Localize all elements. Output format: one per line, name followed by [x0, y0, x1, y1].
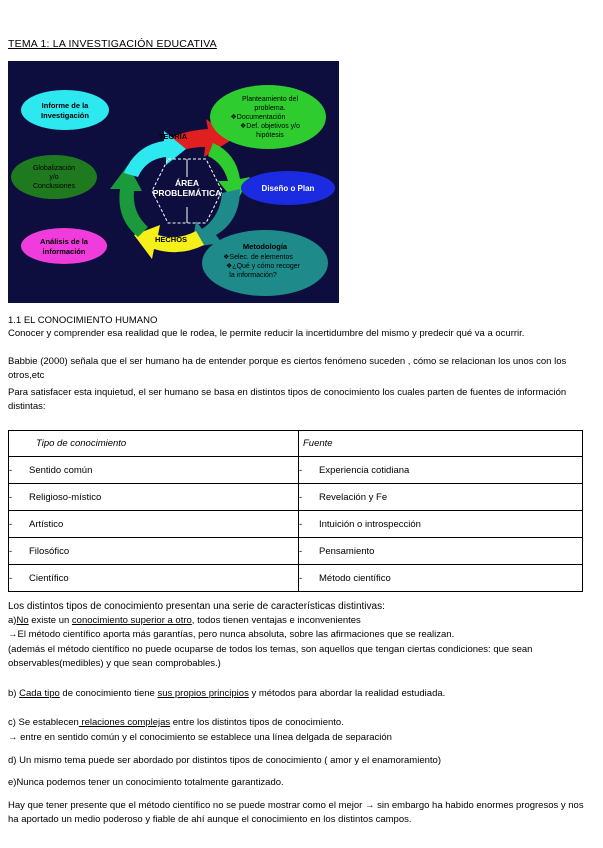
table-row	[9, 484, 583, 511]
node-informe	[21, 90, 109, 130]
node-metod-line2: ❖Selec. de elementos	[223, 254, 293, 261]
table-header-row	[9, 431, 583, 457]
node-metod-line1: Metodología	[242, 242, 288, 251]
tipo-cell: Artístico	[29, 518, 64, 530]
item-a-detail: (además el método científico no puede ocuparse de todos los temas, son aquellos que tengan ciertas condiciones: que sean observables(medibles) y que sean comprobables.)	[8, 644, 533, 669]
node-plant-line2: problema.	[254, 105, 286, 112]
node-analisis	[21, 228, 107, 264]
header-fuente: Fuente	[299, 431, 583, 457]
closing-paragraph: Hay que tener presente que el método científico no se puede mostrar como el mejor → sin embargo ha habido enormes progresos y nos ha aportado un medio poderoso y fiable de ahí aunque el conocimiento en los distintos campos.	[8, 800, 584, 825]
bullet: -	[299, 491, 303, 503]
page-title: TEMA 1: LA INVESTIGACIÓN EDUCATIVA	[8, 38, 217, 50]
table-row	[9, 457, 583, 484]
bullet: -	[9, 464, 13, 476]
tipo-cell: Religioso-místico	[29, 491, 102, 503]
bullet: -	[299, 464, 303, 476]
node-plant-line4: ❖Def. objetivos y/o	[240, 123, 300, 130]
item-e: e)Nunca podemos tener un conocimiento totalmente garantizado.	[8, 777, 284, 788]
node-metod-line4: la información?	[229, 272, 277, 279]
item-c-note: → entre en sentido común y el conocimiento se establece una línea delgada de separación	[8, 732, 392, 743]
node-plant-line1: Planteamiento del	[241, 96, 299, 103]
bullet: -	[299, 518, 303, 530]
center-label-2: PROBLEMÁTICA	[152, 188, 222, 198]
bullet: -	[9, 491, 13, 503]
hechos-label: HECHOS	[154, 235, 188, 244]
center-label-1: ÁREA	[174, 178, 200, 188]
node-metod-line3: ❖¿Qué y cómo recoger	[226, 263, 300, 270]
table-row	[9, 511, 583, 538]
node-analisis-line1: Análisis de la	[40, 237, 88, 246]
node-informe-line2: Investigación	[41, 111, 89, 120]
research-cycle-diagram	[8, 61, 339, 303]
fuente-cell: Intuición o introspección	[319, 518, 421, 530]
node-plant-line5: hipótesis	[256, 132, 284, 139]
node-glob-line2: y/o	[49, 174, 59, 181]
bullet: -	[299, 545, 303, 557]
bullet: -	[299, 572, 303, 584]
tipo-cell: Filosófico	[29, 545, 70, 557]
item-a-note: →El método científico aporta más garantías, pero nunca absoluta, sobre las afirmaciones que se realizan.	[8, 629, 455, 640]
fuente-cell: Método científico	[319, 572, 391, 584]
paragraph-3: Para satisfacer esta inquietud, el ser humano se basa en distintos tipos de conocimiento los cuales parten de fuentes de información distintas:	[8, 387, 567, 412]
fuente-cell: Revelación y Fe	[319, 491, 388, 503]
tipo-cell: Científico	[29, 572, 69, 584]
arrow-green-left	[110, 165, 148, 237]
node-informe-line1: Informe de la	[41, 101, 89, 110]
node-diseno-label: Diseño o Plan	[261, 184, 315, 193]
table-row	[9, 538, 583, 565]
table-row	[9, 565, 583, 592]
node-plant-line3: ❖Documentación	[230, 114, 286, 121]
knowledge-table	[8, 430, 583, 592]
tipo-cell: Sentido común	[29, 464, 93, 476]
item-d: d) Un mismo tema puede ser abordado por distintos tipos de conocimiento ( amor y el enamoramiento)	[8, 755, 441, 766]
teoria-label: TEORÍA	[158, 132, 188, 141]
item-b: b) Cada tipo de conocimiento tiene sus propios principios y métodos para abordar la realidad estudiada.	[8, 688, 446, 699]
node-analisis-line2: información	[42, 247, 86, 256]
characteristics-intro: Los distintos tipos de conocimiento presentan una serie de características distintivas:	[8, 601, 385, 612]
item-c: c) Se establecen relaciones complejas entre los distintos tipos de conocimiento.	[8, 717, 344, 728]
item-a: a)No existe un conocimiento superior a otro, todos tienen ventajas e inconvenientes	[8, 615, 361, 626]
header-tipo: Tipo de conocimiento	[9, 431, 299, 457]
paragraph-1: Conocer y comprender esa realidad que le rodea, le permite reducir la incertidumbre del mismo y predecir qué va a ocurrir.	[8, 328, 525, 339]
paragraph-2: Babbie (2000) señala que el ser humano ha de entender porque es ciertos fenómeno suceden , cómo se relacionan los unos con los otros,etc	[8, 356, 567, 381]
node-glob-line1: Globalización	[32, 165, 76, 172]
fuente-cell: Experiencia cotidiana	[319, 464, 410, 476]
bullet: -	[9, 545, 13, 557]
node-glob-line3: Conclusiones	[32, 183, 76, 190]
bullet: -	[9, 518, 13, 530]
section-heading: 1.1 EL CONOCIMIENTO HUMANO	[8, 315, 158, 326]
fuente-cell: Pensamiento	[319, 545, 375, 557]
bullet: -	[9, 572, 13, 584]
